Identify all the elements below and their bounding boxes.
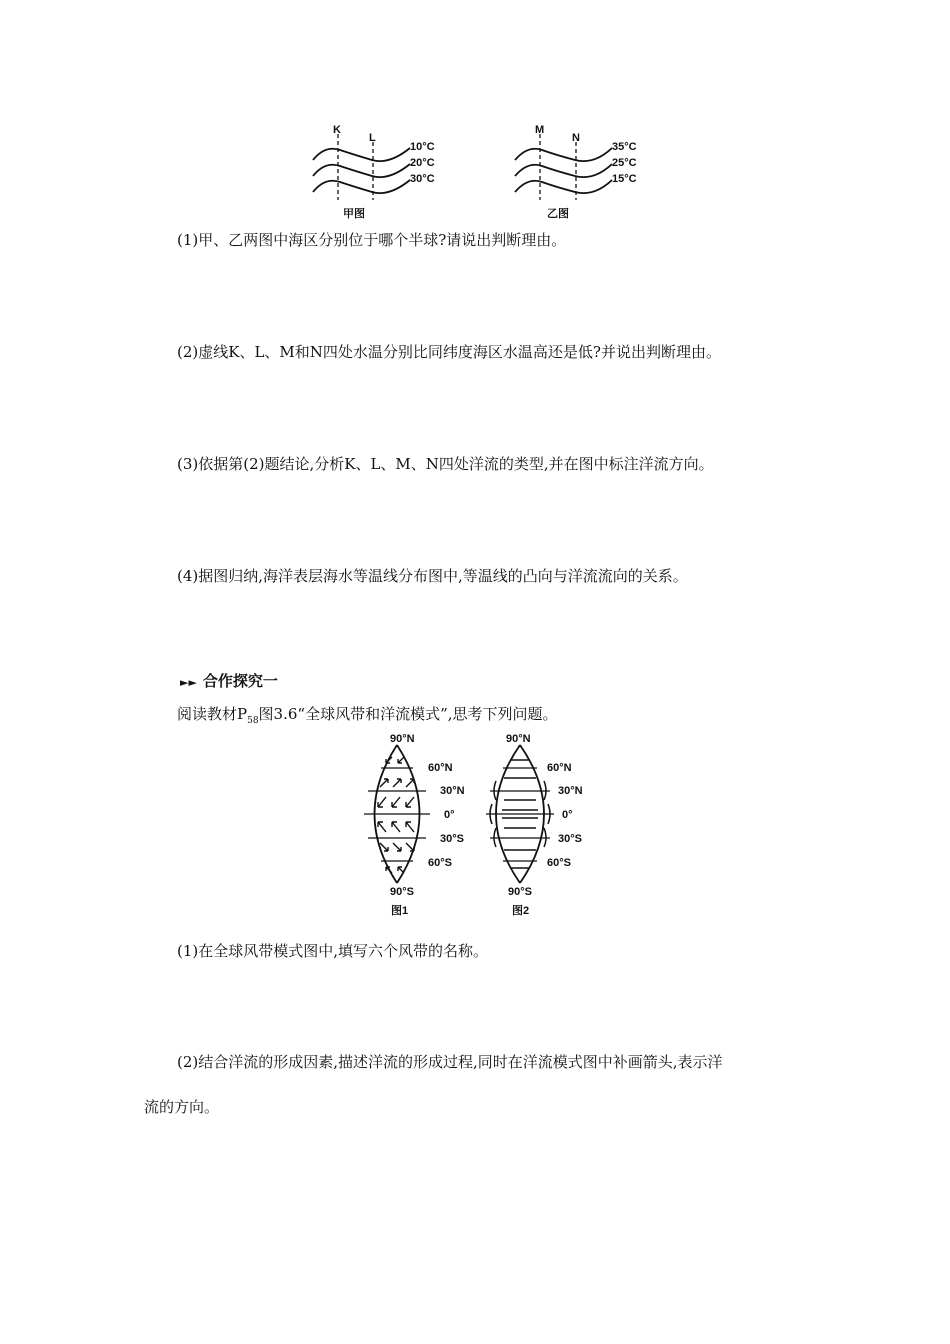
label-60n-right: 60°N — [547, 762, 572, 774]
label-90s-left: 90°S — [390, 886, 414, 898]
label-n: N — [572, 132, 580, 144]
isotherm-label-15: 15°C — [612, 173, 637, 185]
isotherm-line-2 — [313, 164, 410, 177]
isotherm-diagram-jia — [313, 134, 410, 200]
isotherm-line-6 — [515, 180, 612, 193]
reading-instruction — [177, 703, 558, 726]
isotherm-label-20: 20°C — [410, 157, 435, 169]
question-2: (2)虚线K、L、M和N四处水温分别比同纬度海区水温高还是低?并说出判断理由。 — [177, 343, 721, 361]
label-k: K — [333, 124, 341, 136]
question-bottom-1: (1)在全球风带模式图中,填写六个风带的名称。 — [177, 942, 489, 960]
reading-suffix: 图3.6“全球风带和洋流模式”,思考下列问题。 — [258, 705, 558, 723]
caption-figure-2: 图2 — [512, 905, 530, 917]
label-30n-left: 30°N — [440, 785, 465, 797]
section-title: 合作探究一 — [202, 672, 278, 690]
label-90s-right: 90°S — [508, 886, 532, 898]
double-arrow-icon: ►► — [180, 676, 197, 689]
label-60s-right: 60°S — [547, 857, 571, 869]
isotherm-label-10: 10°C — [410, 141, 435, 153]
label-60n-left: 60°N — [428, 762, 453, 774]
label-l: L — [369, 132, 376, 144]
question-bottom-2-line-2: 流的方向。 — [144, 1098, 220, 1116]
isotherm-line-5 — [515, 164, 612, 177]
label-90n-right: 90°N — [506, 733, 531, 745]
globe-ocean-currents — [486, 745, 554, 883]
label-90n-left: 90°N — [390, 733, 415, 745]
isotherm-label-30: 30°C — [410, 173, 435, 185]
isotherm-line-3 — [313, 180, 410, 193]
label-30s-left: 30°S — [440, 833, 464, 845]
caption-figure-1: 图1 — [391, 905, 409, 917]
caption-jia: 甲图 — [343, 208, 365, 220]
label-0-left: 0° — [444, 809, 455, 821]
reading-page-number: 58 — [247, 716, 259, 726]
question-1: (1)甲、乙两图中海区分别位于哪个半球?请说出判断理由。 — [177, 231, 567, 249]
question-4: (4)据图归纳,海洋表层海水等温线分布图中,等温线的凸向与洋流流向的关系。 — [177, 567, 688, 585]
question-3: (3)依据第(2)题结论,分析K、L、M、N四处洋流的类型,并在图中标注洋流方向。 — [177, 455, 714, 473]
isotherm-label-35: 35°C — [612, 141, 637, 153]
label-30s-right: 30°S — [558, 833, 582, 845]
question-bottom-2-line-1: (2)结合洋流的形成因素,描述洋流的形成过程,同时在洋流模式图中补画箭头,表示洋 — [177, 1053, 723, 1071]
isotherm-line-1 — [313, 148, 410, 161]
globe-wind-belts — [364, 745, 430, 883]
section-header — [180, 670, 278, 691]
isotherm-diagram-yi — [515, 134, 612, 200]
label-0-right: 0° — [562, 809, 573, 821]
isotherm-figure — [0, 0, 950, 230]
reading-prefix: 阅读教材P — [177, 705, 248, 723]
label-60s-left: 60°S — [428, 857, 452, 869]
isotherm-line-4 — [515, 148, 612, 161]
label-30n-right: 30°N — [558, 785, 583, 797]
caption-yi: 乙图 — [547, 208, 569, 220]
label-m: M — [535, 124, 545, 136]
globe-figure — [0, 725, 950, 925]
isotherm-label-25: 25°C — [612, 157, 637, 169]
